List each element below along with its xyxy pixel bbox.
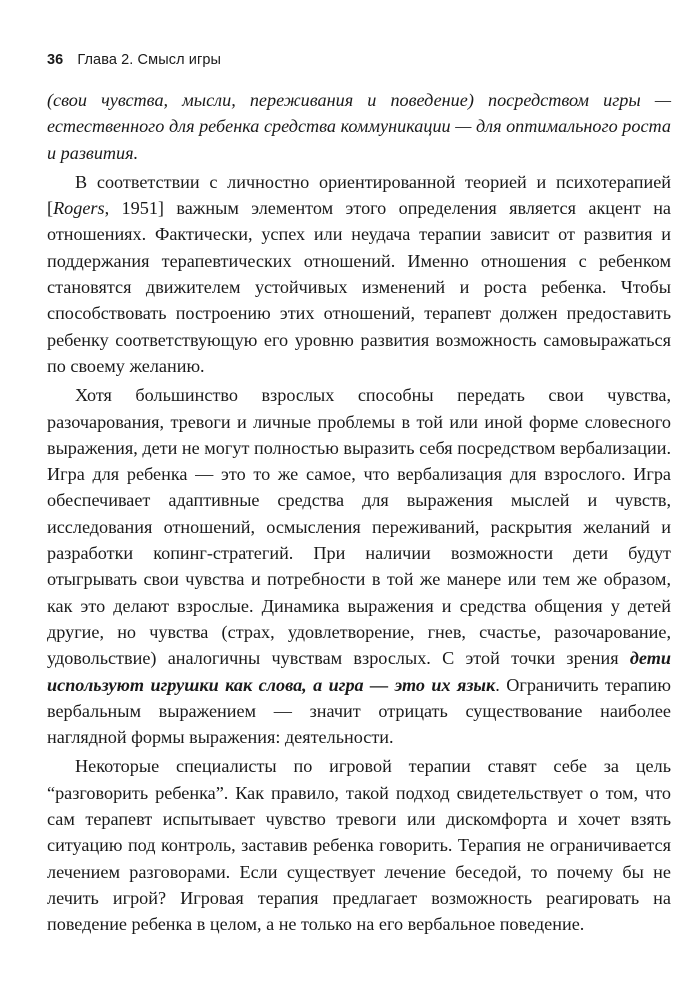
emphasized-phrase: дети используют игрушки как слова, а игра — это их язык	[47, 648, 671, 695]
citation-author: Rogers	[53, 198, 105, 219]
paragraph-play-as-language	[47, 382, 671, 750]
page-number: 36	[47, 52, 64, 68]
running-header	[47, 52, 221, 68]
paragraph-text: . Ограничить терапию вербальным выражением — значит отрицать существование наиболее наглядной формы выражения: деятельности.	[47, 674, 671, 748]
paragraph-text: В соответствии с личностно ориентированной теорией и психотерапией [	[47, 171, 671, 219]
paragraph-text: , 1951] важным элементом этого определения является акцент на отношениях. Фактически, успех или неудача терапии зависит от развития и поддержания терапевтических отношений. Именно отношения с ребенком становятся движителем устойчивых изменений и роста ребенка. Чтобы способствовать построению этих отношений, терапевт должен предоставить ребенку соответствующую его уровню развития возможность самовыражаться по своему желанию.	[47, 198, 671, 376]
chapter-title: Глава 2. Смысл игры	[77, 52, 222, 68]
italic-continuation-text: (свои чувства, мысли, переживания и поведение) посредством игры — естественного для ребенка средства коммуникации — для оптимального роста и развития.	[47, 90, 671, 163]
paragraph-continuation	[47, 87, 671, 166]
paragraph-talking-therapy	[47, 753, 671, 937]
page-body	[47, 87, 671, 938]
paragraph-rogers-theory	[47, 169, 671, 379]
paragraph-text: Некоторые специалисты по игровой терапии ставят себе за цель “разговорить ребенка”. Как правило, такой подход свидетельствует о том, что сам терапевт испытывает чувство тревоги или дискомфорта и хочет взять ситуацию под контроль, заставив ребенка говорить. Терапия не ограничивается лечением разговорами. Если существует лечение беседой, то почему бы не лечить игрой? Игровая терапия предлагает возможность реагировать на поведение ребенка в целом, а не только на его вербальное поведение.	[47, 756, 671, 935]
paragraph-text: Хотя большинство взрослых способны передать свои чувства, разочарования, тревоги и личные проблемы в той или иной форме словесного выражения, дети не могут полностью выразить себя посредством вербализации. Игра для ребенка — это то же самое, что вербализация для взрослого. Игра обеспечивает адаптивные средства для выражения мыслей и чувств, исследования отношений, осмысления переживаний, раскрытия желаний и разработки копинг-стратегий. При наличии возможности дети будут отыгрывать свои чувства и потребности в той же манере или тем же образом, как это делают взрослые. Динамика выражения и средства общения у детей другие, но чувства (страх, удовлетворение, гнев, счастье, разочарование, удовольствие) аналогичны чувствам взрослых. С этой точки зрения	[47, 385, 671, 669]
